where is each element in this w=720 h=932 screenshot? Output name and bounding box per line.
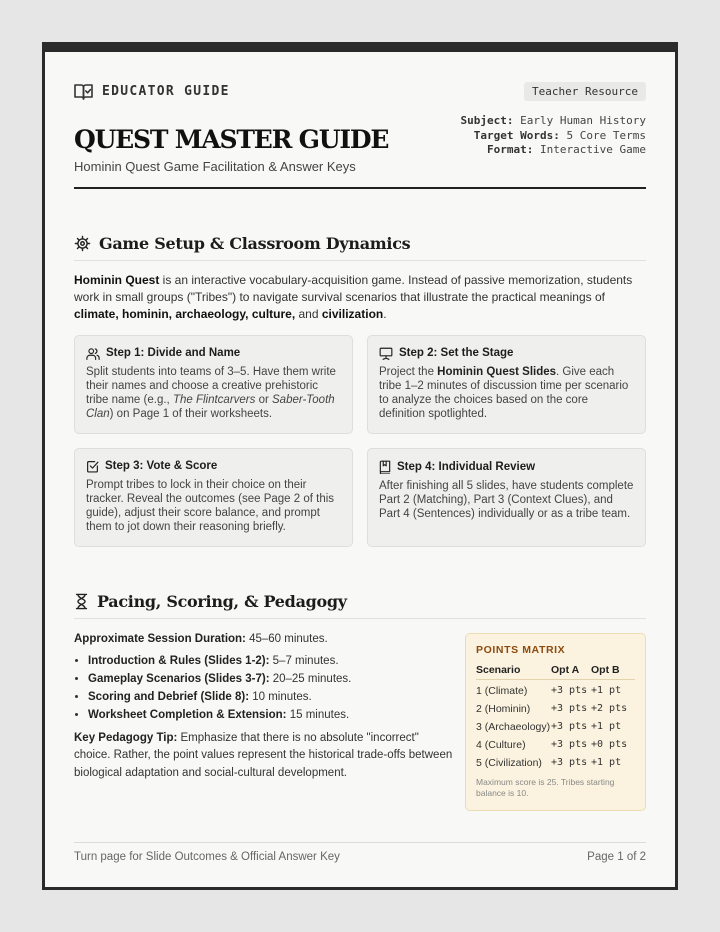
pacing-heading: Pacing, Scoring, & Pedagogy	[97, 591, 347, 611]
col-header: Scenario	[476, 664, 551, 680]
col-header: Opt A	[551, 664, 591, 680]
list-item: • Worksheet Completion & Extension: 15 minutes.	[88, 707, 454, 725]
step-body: Prompt tribes to lock in their choice on their tracker. Reveal the outcomes (see Page 2 of this guide), adjust their score balance, and prompt them to jot down their reasoning briefly.	[86, 478, 335, 534]
title-block	[74, 116, 646, 174]
setup-steps	[74, 335, 646, 547]
teacher-resource-badge: Teacher Resource	[524, 82, 646, 101]
step-title: Step 1: Divide and Name	[106, 347, 241, 359]
subject-label: Subject:	[460, 114, 514, 127]
presentation-icon	[379, 347, 393, 360]
format-value: Interactive Game	[540, 143, 646, 156]
brand	[74, 83, 230, 100]
list-item: • Scoring and Debrief (Slide 8): 10 minutes.	[88, 689, 454, 707]
pacing-section-header	[74, 592, 646, 619]
intro-period: .	[383, 306, 387, 321]
book-check-icon	[74, 83, 93, 100]
pacing-content	[74, 631, 646, 811]
step-card-3	[74, 448, 353, 547]
step-title: Step 2: Set the Stage	[399, 347, 514, 359]
subject-value: Early Human History	[520, 114, 646, 127]
list-item: • Introduction & Rules (Slides 1-2): 5–7 minutes.	[88, 653, 454, 671]
intro-game-name: Hominin Quest	[74, 272, 160, 287]
intro-and: and	[295, 306, 322, 321]
table-row: 3 (Archaeology) +3 pts +1 pt	[476, 720, 622, 733]
step-body: After finishing all 5 slides, have students complete Part 2 (Matching), Part 3 (Context Clues), and Part 4 (Sentences) individually or as a tribe team.	[379, 479, 634, 521]
format-label: Format:	[487, 143, 534, 156]
brand-label: EDUCATOR GUIDE	[102, 83, 230, 99]
step-body: Project the Hominin Quest Slides. Give each tribe 1–2 minutes of discussion time per scenario to analyze the choices based on the core definition spotlighted.	[379, 365, 629, 421]
pacing-details	[74, 631, 454, 811]
step-title: Step 3: Vote & Score	[105, 460, 218, 472]
hourglass-icon	[74, 593, 89, 610]
table-row: 5 (Civilization) +3 pts +1 pt	[476, 756, 622, 769]
guide-page	[42, 42, 678, 890]
list-item: • Gameplay Scenarios (Slides 3-7): 20–25 minutes.	[88, 671, 454, 689]
target-words-label: Target Words:	[473, 128, 560, 142]
intro-terms: climate, hominin, archaeology, culture,	[74, 306, 296, 321]
meta-info	[446, 114, 646, 174]
checkbox-icon	[86, 460, 99, 473]
book-icon	[379, 460, 391, 474]
points-matrix	[465, 633, 646, 811]
intro-term-civilization: civilization	[321, 306, 384, 321]
table-header-row	[476, 664, 635, 680]
gear-icon	[74, 235, 91, 252]
table-row: 4 (Culture) +3 pts +0 pts	[476, 738, 628, 751]
table-row: 2 (Hominin) +3 pts +2 pts	[476, 702, 628, 715]
col-header: Opt B	[591, 664, 635, 680]
matrix-title: POINTS MATRIX	[476, 643, 566, 656]
setup-section-header	[74, 234, 646, 261]
target-words-value: 5 Core Terms	[566, 128, 646, 142]
step-card-1	[74, 335, 353, 434]
page-number: Page 1 of 2	[587, 851, 646, 863]
intro-text: is an interactive vocabulary-acquisition game. Instead of passive memorization, students work in small groups ("Tribes") to navigate survival scenarios that illustrate the practical meanings of	[74, 272, 633, 304]
step-card-2	[367, 335, 646, 434]
points-table	[476, 664, 635, 770]
title-divider	[74, 187, 646, 189]
step-title: Step 4: Individual Review	[397, 460, 536, 473]
pedagogy-tip: Key Pedagogy Tip: Emphasize that there is no absolute "incorrect" choice. Rather, the point values represent the historical trade-offs between biological adaptation and social-cultural development.	[74, 731, 453, 779]
table-row: 1 (Climate) +3 pts +1 pt	[476, 684, 622, 697]
page-title: QUEST MASTER GUIDE	[74, 125, 389, 154]
step-body: Split students into teams of 3–5. Have them write their names and choose a creative prehistoric tribe name (e.g., The Flintcarvers or Saber-Tooth Clan) on Page 1 of their worksheets.	[86, 365, 336, 421]
setup-heading: Game Setup & Classroom Dynamics	[99, 233, 411, 253]
users-icon	[86, 347, 100, 360]
step-card-4	[367, 448, 646, 547]
pacing-list	[74, 653, 454, 725]
page-subtitle: Hominin Quest Game Facilitation & Answer Keys	[74, 158, 356, 174]
session-duration: Approximate Session Duration: 45–60 minutes.	[74, 632, 328, 645]
brand-row	[74, 78, 646, 104]
matrix-note: Maximum score is 25. Tribes starting balance is 10.	[476, 777, 615, 798]
setup-intro	[74, 272, 646, 323]
footer-note: Turn page for Slide Outcomes & Official Answer Key	[74, 851, 340, 863]
page-footer	[74, 842, 646, 863]
